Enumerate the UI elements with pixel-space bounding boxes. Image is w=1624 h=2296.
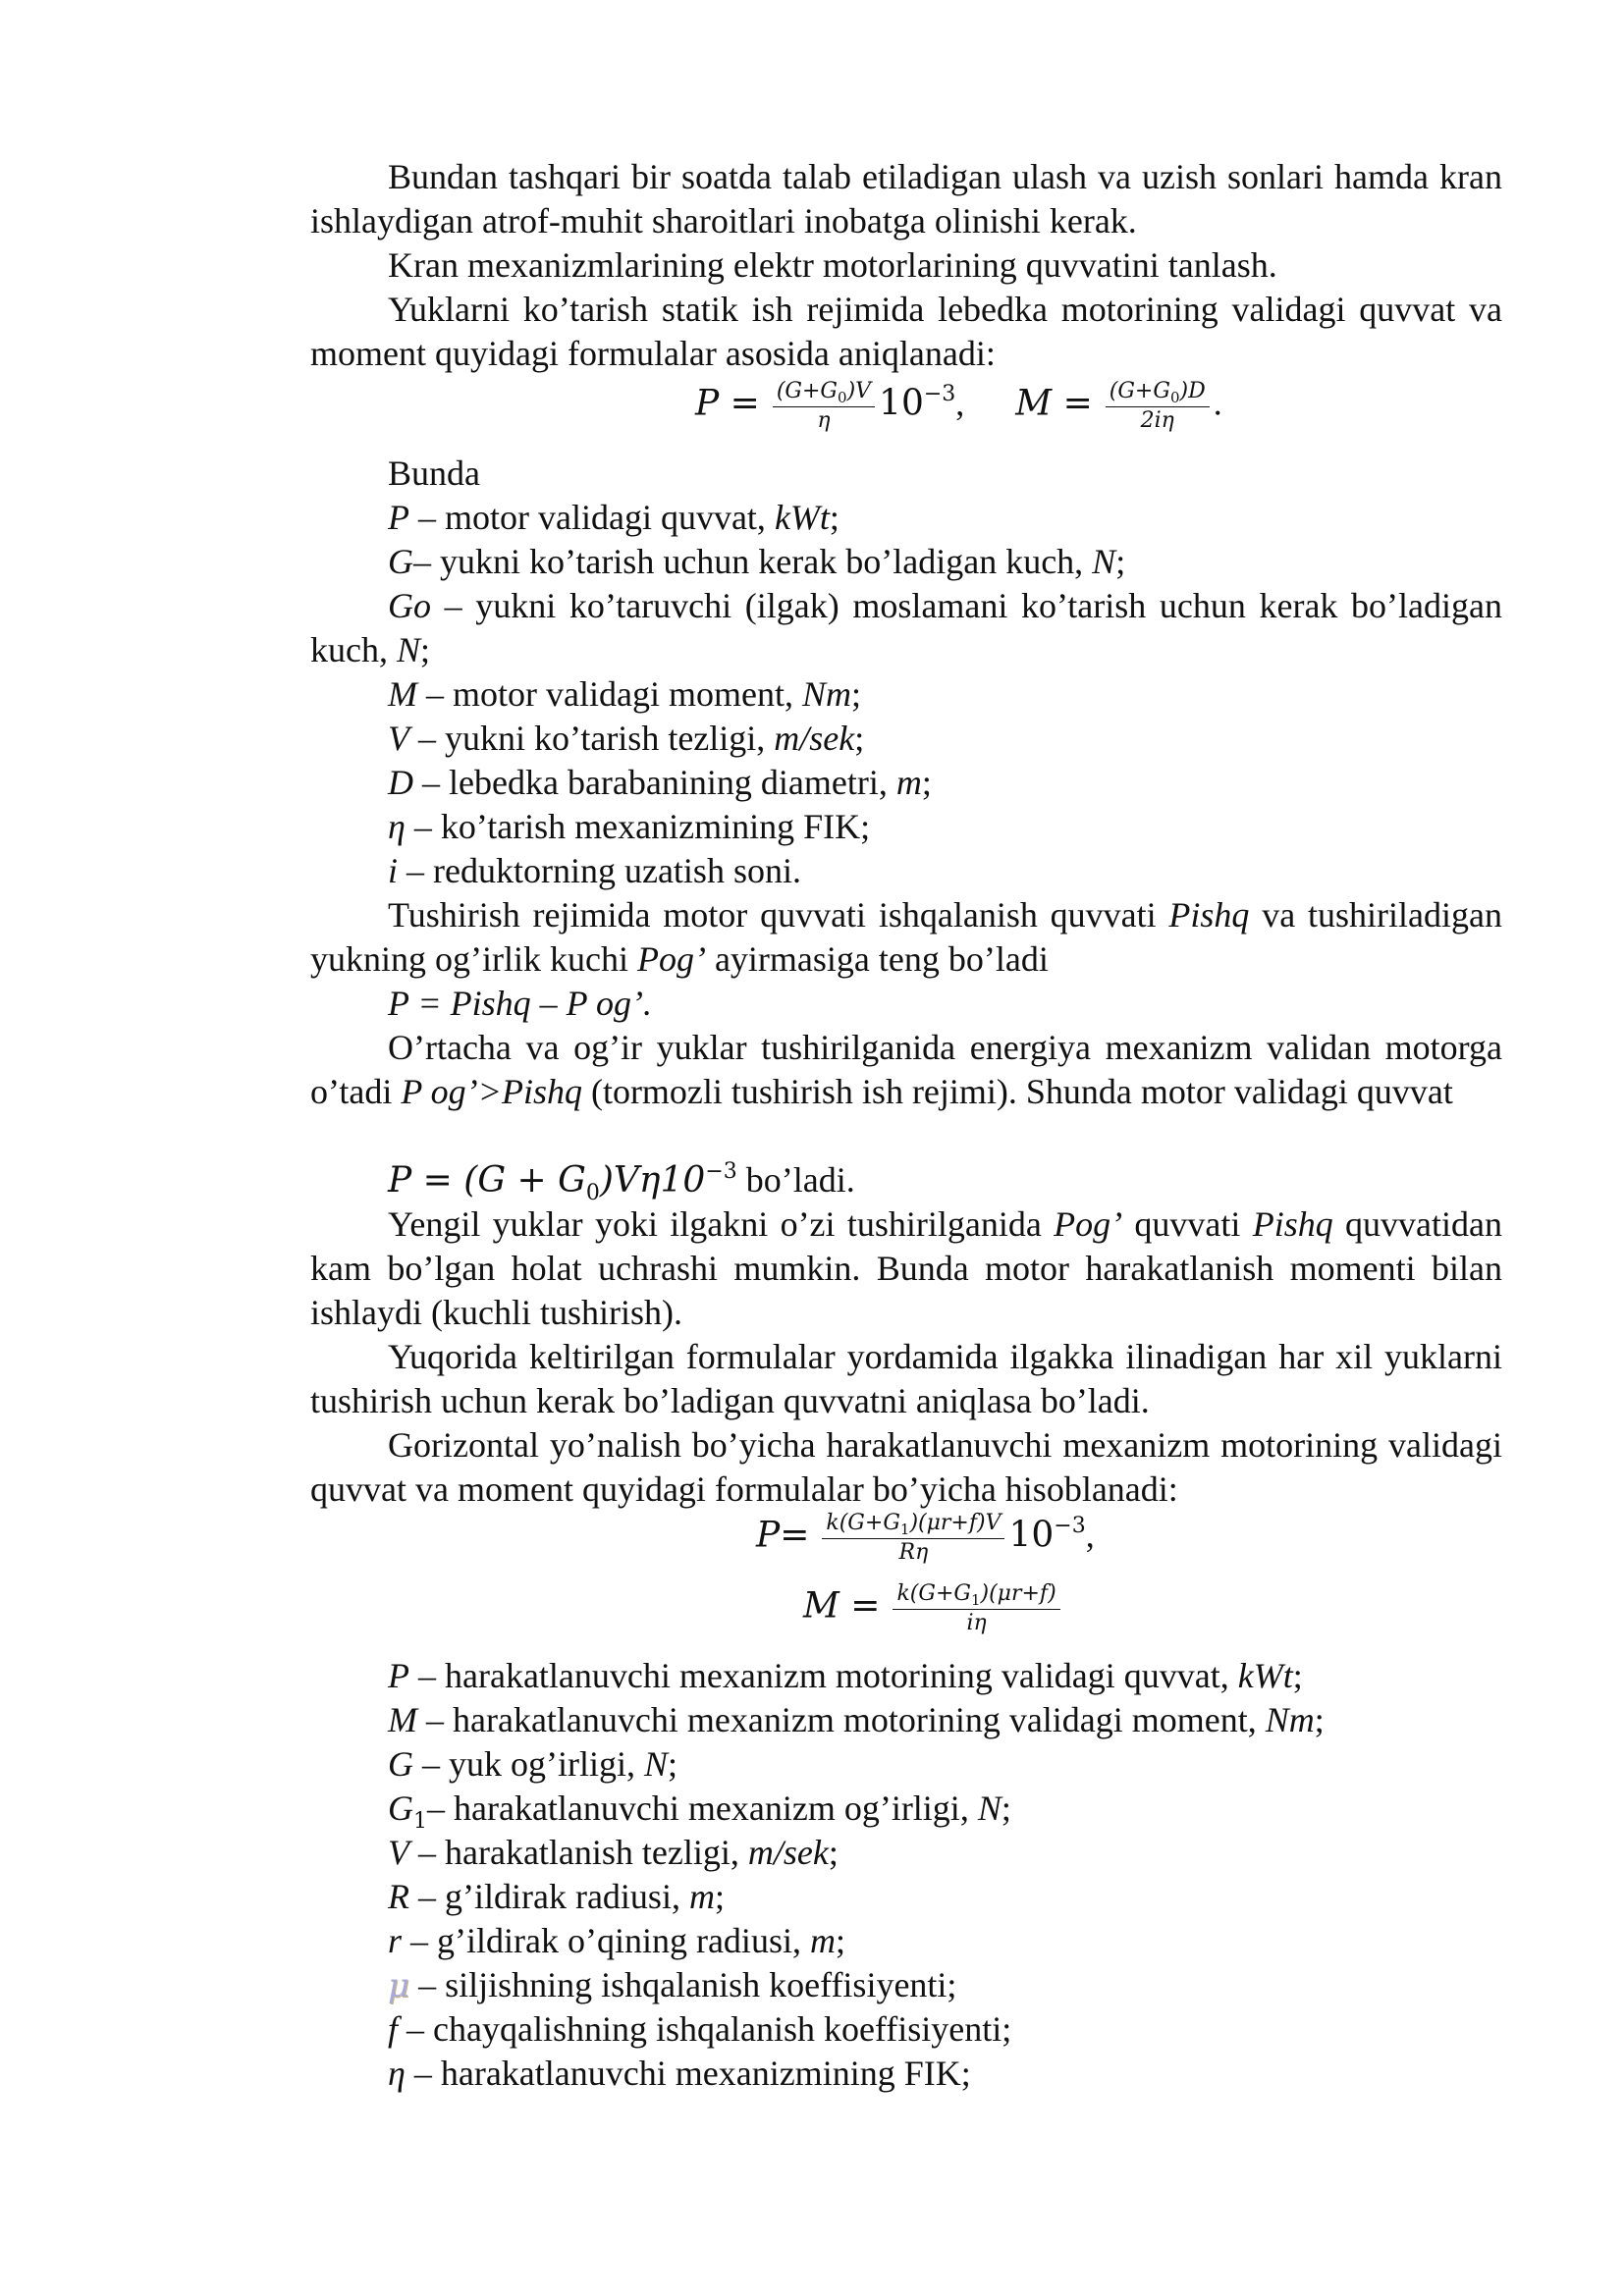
definition-symbol: M [388,674,417,714]
formula-m-denominator: 2iη [1140,408,1174,433]
section-heading: Kran mexanizmlarining elektr motorlarining quvvatini tanlash. [388,245,1277,285]
equation-pishq: P = Pishq – P og’. [388,984,652,1023]
definition-symbol: V [388,1833,409,1872]
definition-symbol: i [388,851,399,890]
definition-text: – motor validagi quvvat, [409,498,775,537]
definition-unit: m/sek [774,719,855,758]
definition2-item [388,1698,1325,1742]
formula-p-fraction [773,378,875,435]
definition-text: – yuk og’irligi, [413,1744,644,1784]
paragraph-braking-mode: O’rtacha va og’ir yuklar tushirilganida energiya mexanizm validan motorga o’tadi P og’>Pishq (tormozli tushirish ish rejimi). Shunda motor validagi quvvat [310,1028,1502,1111]
definition-end: ; [921,763,932,802]
formula-p-multiplier: 10 [879,383,924,424]
definition-text: – yukni ko’tarish tezligi, [409,719,775,758]
definition-symbol: G [388,542,413,581]
formula-m-numerator: $(G+G_0)D$ [1106,378,1210,407]
definition-item [388,540,1125,584]
definition-unit: m [895,763,922,802]
formula-m-fraction [1106,378,1210,435]
definition-unit: N [1092,542,1116,581]
definition2-item [388,1742,677,1787]
definition-end: ; [714,1877,725,1916]
definition-end: ; [1001,1789,1011,1828]
formula-horizontal-moment [803,1580,1064,1637]
definition-item [388,805,870,849]
formula2-exponent: −3 [1054,1514,1086,1539]
definition-symbol: D [388,763,413,802]
definition-symbol: P [388,498,409,537]
definition-end: ; [835,1921,845,1960]
definition-symbol: R [388,1877,409,1916]
definition-symbol: V [388,719,409,758]
formula2-end: , [1085,1515,1095,1555]
definition-end: ; [1115,542,1126,581]
definition-go: Go – yukni ko’taruvchi (ilgak) moslamani ko’tarish uchun kerak bo’ladigan kuch, N; [310,586,1502,669]
formula-power-moment [695,378,1222,435]
definition2-item [388,1963,956,2008]
definition-end: ; [828,1833,839,1872]
definition-symbol: r [388,1921,403,1960]
definition-item [388,849,801,893]
definition-symbol: f [388,2009,399,2049]
definition-unit: kWt [774,498,830,537]
formula3-lhs: M = [803,1585,881,1627]
definition-end: ; [850,674,861,714]
definition-unit: m [809,1921,836,1960]
definition2-item [388,1875,725,1919]
formula2-fraction [822,1510,1004,1567]
equation-braking-power: $P = (G + G_0)V\eta 10^{-3}$ bo’ladi. [388,1159,855,1205]
definition2-item [388,1654,1303,1698]
formula3-numerator: $k(G+G_1)(\mu r+f)$ [893,1580,1059,1610]
definition-unit: N [977,1789,1001,1828]
definition-text: – harakatlanuvchi mexanizm og’irligi, [427,1789,978,1828]
definition-symbol: G [388,1789,413,1828]
bunda-label: Bunda [388,454,480,493]
paragraph-intro: Bundan tashqari bir soatda talab etiladigan ulash va uzish sonlari hamda kran ishlaydigan atrof-muhit sharoitlari inobatga olinishi kerak. [310,157,1502,240]
formula-p-exponent: −3 [923,382,956,407]
definition-text: – g’ildirak o’qining radiusi, [402,1921,810,1960]
definition-text: – harakatlanuvchi mexanizm motorining validagi quvvat, [409,1656,1238,1695]
definition-unit: m/sek [747,1833,829,1872]
definition-text: – chayqalishning ishqalanish koeffisiyenti; [398,2009,1012,2049]
formula-p-numerator: $(G+G_0)V$ [773,378,875,407]
formula2-multiplier: 10 [1008,1515,1055,1556]
formula3-fraction [893,1580,1059,1637]
definition-unit: Nm [1265,1700,1315,1739]
paragraph-horizontal-mode: Gorizontal yo’nalish bo’yicha harakatlanuvchi mexanizm motorining validagi quvvat va moment quyidagi formulalar bo’yicha hisoblanadi: [310,1425,1502,1509]
formula3-denominator: iη [966,1611,987,1635]
formula-horizontal-power [756,1510,1095,1567]
definition-unit: Nm [801,674,851,714]
definition-item [388,496,839,540]
formula-separator: , [955,383,965,423]
definition-end: ; [1314,1700,1325,1739]
definition-text: – yukni ko’tarish uchun kerak bo’ladigan kuch, [413,542,1093,581]
definition2-item [388,2007,1011,2052]
definition-text: – ko’tarish mexanizmining FIK; [405,807,871,846]
definition-text: – reduktorning uzatish soni. [398,851,801,890]
definition-text: – lebedka barabanining diametri, [413,763,896,802]
paragraph-formulas-usage: Yuqorida keltirilgan formulalar yordamida ilgakka ilinadigan har xil yuklarni tushirish uchun kerak bo’ladigan quvvatni aniqlasa bo’ladi. [310,1337,1502,1420]
definition-item [388,761,932,805]
definition-end: ; [854,719,865,758]
formula-m-end: . [1213,383,1222,423]
definition-unit: N [643,1744,668,1784]
definition-unit: kWt [1237,1656,1293,1695]
formula2-numerator: $k(G+G_1)(\mu r+f)V$ [822,1510,1004,1539]
definition-text: – harakatlanuvchi mexanizm motorining validagi moment, [417,1700,1266,1739]
definition-text: – motor validagi moment, [417,674,802,714]
formula2-denominator: Rη [898,1540,929,1565]
paragraph-lowering-mode: Tushirish rejimida motor quvvati ishqalanish quvvati Pishq va tushiriladigan yukning og’irlik kuchi Pog’ ayirmasiga teng bo’ladi [310,895,1502,979]
definition-symbol: G [388,1744,413,1784]
definition-unit: m [688,1877,715,1916]
definition-symbol: P [388,1656,409,1695]
mu-symbol-icon: μ [388,1966,410,2005]
definition-symbol: M [388,1700,417,1739]
definition-text: – harakatlanish tezligi, [409,1833,748,1872]
definition2-item [388,1787,1011,1836]
formula-p-lhs: P = [695,383,760,424]
formula-p-denominator: η [817,408,831,433]
definition-text: – g’ildirak radiusi, [409,1877,689,1916]
definition2-item [388,2052,971,2096]
definition-end: ; [1292,1656,1303,1695]
definition-text: – siljishning ishqalanish koeffisiyenti; [409,1965,957,2004]
definition-end: ; [829,498,839,537]
formula2-lhs: P= [756,1515,810,1556]
paragraph-static-mode: Yuklarni ko’tarish statik ish rejimida lebedka motorining validagi quvvat va moment quyidagi formulalar asosida aniqlanadi: [310,290,1502,373]
definition-text: – harakatlanuvchi mexanizmining FIK; [405,2054,971,2093]
definition-item [388,672,861,717]
formula-m-lhs: M = [1015,383,1093,424]
definition-subscript: 1 [413,1809,427,1834]
definition2-item [388,1919,845,1963]
paragraph-light-loads: Yengil yuklar yoki ilgakni o’zi tushirilganida Pog’ quvvati Pishq quvvatidan kam bo’lgan holat uchrashi mumkin. Bunda motor harakatlanish momenti bilan ishlaydi (kuchli tushirish). [310,1204,1503,1332]
definition-end: ; [668,1744,678,1784]
definition-symbol: η [388,807,406,846]
definition-item [388,717,864,761]
definition2-item [388,1831,839,1875]
definition-symbol: η [388,2054,406,2093]
